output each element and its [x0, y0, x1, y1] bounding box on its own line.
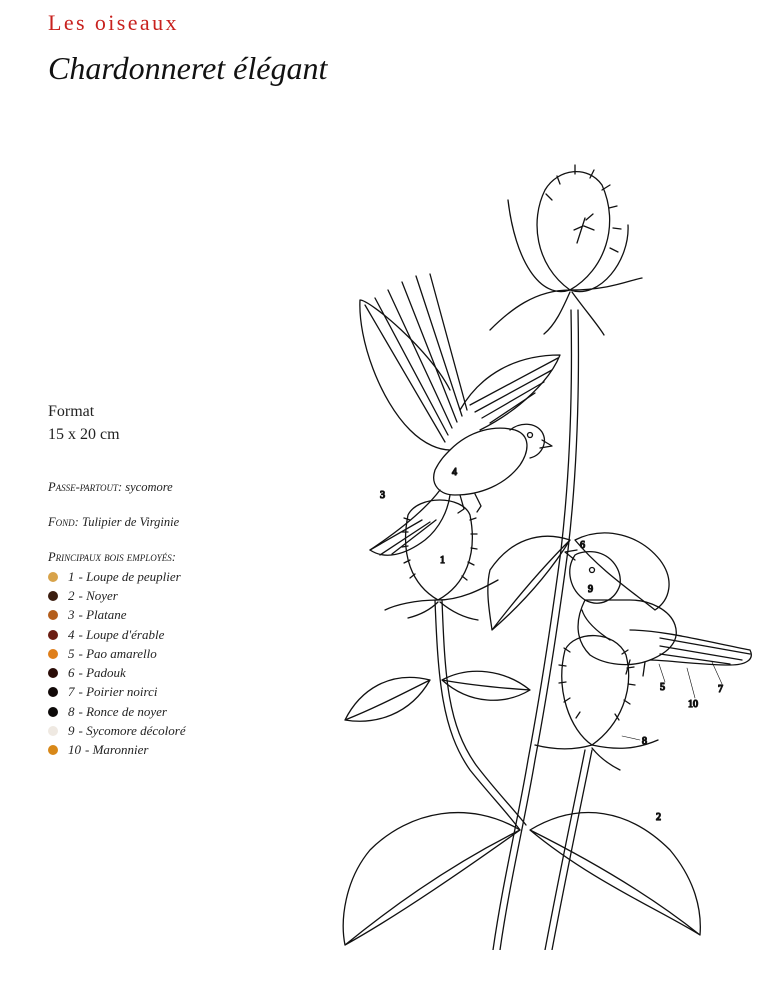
illustration-label: 8 [642, 736, 647, 747]
wood-name: Sycomore décoloré [86, 723, 186, 739]
woods-heading: Principaux bois employés: [48, 550, 176, 564]
wood-swatch-icon [48, 668, 58, 678]
teasel-plant-icon [343, 165, 700, 950]
illustration-label: 6 [580, 540, 585, 551]
wood-item: 10 - Maronnier [48, 741, 278, 760]
wood-name: Loupe d'érable [86, 626, 165, 642]
illustration-label: 3 [380, 490, 385, 501]
wood-item: 4 - Loupe d'érable [48, 625, 278, 644]
wood-number: 6 [68, 665, 75, 681]
wood-number: 3 [68, 607, 75, 623]
wood-item: 7 - Poirier noirci [48, 683, 278, 702]
wood-name: Padouk [86, 665, 126, 681]
wood-swatch-icon [48, 687, 58, 697]
wood-item: 5 - Pao amarello [48, 644, 278, 663]
specifications [48, 400, 278, 760]
fond-value: Tulipier de Virginie [81, 515, 180, 529]
wood-item: 9 - Sycomore décoloré [48, 721, 278, 740]
wood-swatch-icon [48, 745, 58, 755]
passe-partout-label: Passe-partout: [48, 480, 123, 494]
wood-name: Poirier noirci [86, 684, 158, 700]
illustration-label: 9 [588, 584, 593, 595]
wood-item: 6 - Padouk [48, 663, 278, 682]
wood-name: Loupe de peuplier [86, 568, 181, 584]
wood-number: 1 [68, 568, 75, 584]
wood-number: 7 [68, 684, 75, 700]
illustration-label: 7 [718, 684, 723, 695]
wood-name: Noyer [86, 587, 118, 603]
wood-number: 9 [68, 723, 75, 739]
wood-number: 10 [68, 742, 81, 758]
series-title: Les oiseaux [48, 10, 179, 35]
marquetry-illustration [330, 160, 760, 950]
line-drawing [330, 160, 760, 950]
wood-swatch-icon [48, 649, 58, 659]
fond [48, 515, 278, 530]
wood-name: Pao amarello [86, 645, 157, 661]
wood-list [48, 567, 278, 760]
wood-swatch-icon [48, 707, 58, 717]
passe-partout-value: sycomore [125, 480, 173, 494]
wood-number: 4 [68, 626, 75, 642]
wood-swatch-icon [48, 591, 58, 601]
fond-label: Fond: [48, 515, 79, 529]
wood-name: Maronnier [92, 742, 149, 758]
wood-number: 2 [68, 587, 75, 603]
page-title: Chardonneret élégant [48, 50, 328, 86]
illustration-label: 10 [688, 699, 698, 710]
wood-swatch-icon [48, 630, 58, 640]
wood-item: 2 - Noyer [48, 586, 278, 605]
wood-swatch-icon [48, 572, 58, 582]
format-label: Format [48, 403, 95, 420]
wood-name: Platane [86, 607, 127, 623]
illustration-label: 2 [656, 812, 661, 823]
format-value: 15 x 20 cm [48, 426, 120, 443]
wood-item: 3 - Platane [48, 606, 278, 625]
passe-partout [48, 480, 278, 495]
goldfinch-bird-icon [360, 274, 560, 566]
wood-swatch-icon [48, 610, 58, 620]
fly-icon [574, 214, 594, 243]
illustration-label: 5 [660, 682, 665, 693]
wood-number: 8 [68, 703, 75, 719]
wood-item: 8 - Ronce de noyer [48, 702, 278, 721]
illustration-label: 1 [440, 555, 445, 566]
wood-name: Ronce de noyer [86, 703, 167, 719]
goldfinch-bird-icon [565, 540, 751, 710]
wood-number: 5 [68, 645, 75, 661]
wood-item: 1 - Loupe de peuplier [48, 567, 278, 586]
wood-swatch-icon [48, 726, 58, 736]
illustration-label: 4 [452, 467, 457, 478]
